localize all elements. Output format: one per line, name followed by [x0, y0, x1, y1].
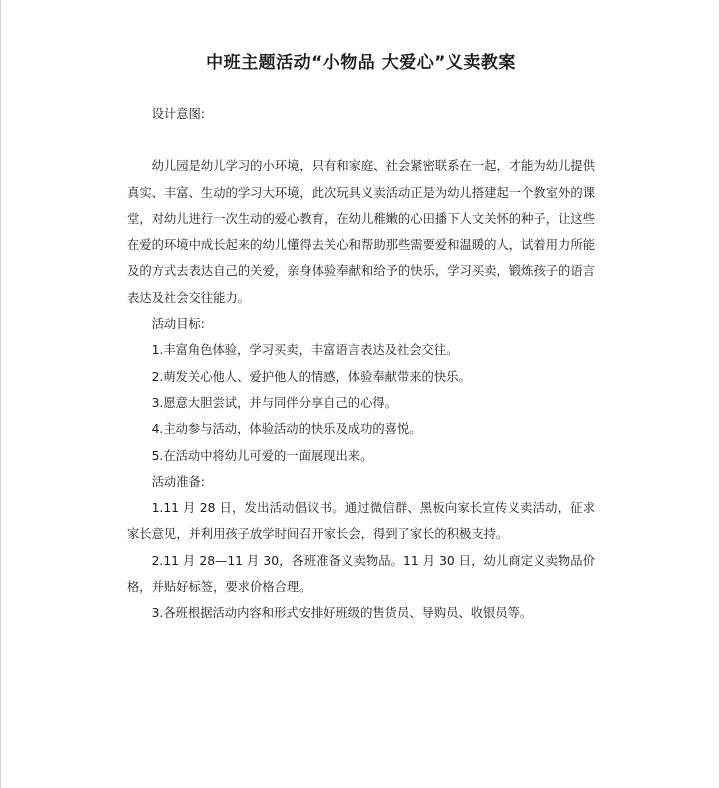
- goal-item: 3.愿意大胆尝试，并与同伴分享自己的心得。: [151, 395, 397, 410]
- goal-item: 1.丰富角色体验，学习买卖，丰富语言表达及社会交往。: [151, 343, 459, 358]
- preparation-item: 3.各班根据活动内容和形式安排好班级的售货员、导购员、收银员等。: [151, 606, 533, 621]
- design-intent-paragraph: 幼儿园是幼儿学习的小环境，只有和家庭、社会紧密联系在一起，才能为幼儿提供真实、丰富、生动的学习大环境，此次玩具义卖活动正是为幼儿搭建起一个教室外的课堂，对幼儿进行一次生动的爱心教育，在幼儿稚嫩的心田播下人文关怀的种子，让这些在爱的环境中成长起来的幼儿懂得去关心和帮助那些需要爱和温暖的人，试着用力所能及的方式去表达自己的关爱，亲身体验奉献和给予的快乐，学习买卖，锻炼孩子的语言表达及社会交往能力。: [127, 159, 595, 305]
- preparation-item: 2.11 月 28—11 月 30，各班准备义卖物品。11 月 30 日，幼儿商定义卖物品价格，并贴好标签，要求价格合理。: [127, 553, 595, 595]
- goal-item: 5.在活动中将幼儿可爱的一面展现出来。: [151, 448, 373, 463]
- preparation-item: 1.11 月 28 日，发出活动倡议书。通过微信群、黑板向家长宣传义卖活动，征求家长意见，并利用孩子放学时间召开家长会，得到了家长的积极支持。: [127, 501, 595, 542]
- preparation-heading: 活动准备:: [151, 474, 205, 489]
- goal-item: 4.主动参与活动，体验活动的快乐及成功的喜悦。: [151, 422, 422, 437]
- goals-heading: 活动目标:: [151, 317, 205, 332]
- design-intent-heading: 设计意图:: [151, 107, 205, 121]
- document-body: [127, 101, 595, 627]
- goal-item: 2.萌发关心他人、爱护他人的情感，体验奉献带来的快乐。: [151, 369, 471, 384]
- document-title: 中班主题活动“小物品 大爱心”义卖教案: [206, 53, 516, 73]
